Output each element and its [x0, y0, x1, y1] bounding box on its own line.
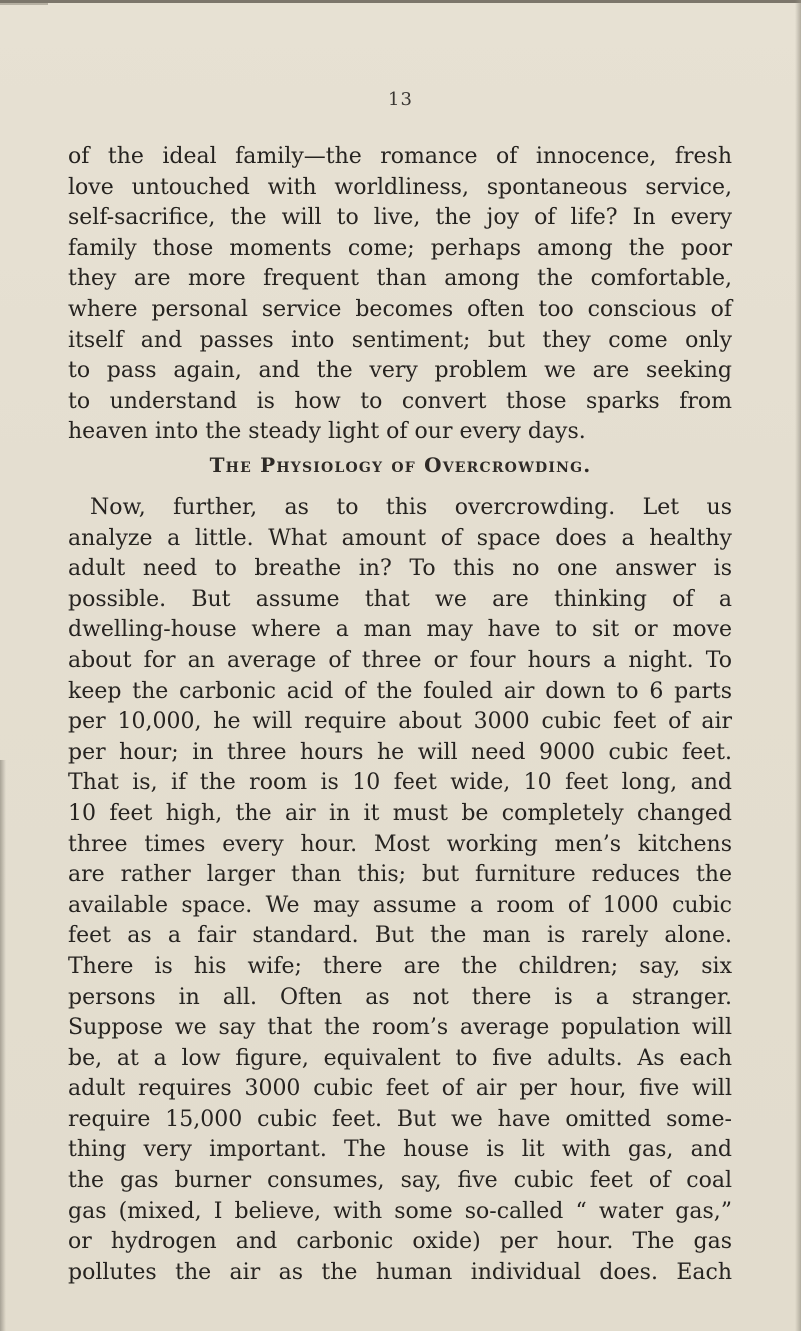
continued-paragraph — [68, 142, 732, 448]
text-line: they are more frequent than among the comfortable, — [68, 266, 732, 292]
right-page-edge — [795, 0, 801, 1331]
text-line: require 15,000 cubic feet. But we have omitted some- — [68, 1106, 732, 1132]
text-line: Now, further, as to this overcrowding. Let us — [90, 495, 732, 520]
text-line: self-sacrifice, the will to live, the joy of life? In every — [68, 205, 732, 231]
top-edge-shadow — [0, 3, 48, 5]
text-line: persons in all. Often as not there is a stranger. — [68, 984, 732, 1010]
text-line: of the ideal family—the romance of innocence, fresh — [68, 144, 732, 169]
text-line: adult need to breathe in? To this no one answer is — [68, 556, 732, 582]
text-line: where personal service becomes often too conscious of — [68, 296, 732, 322]
text-line: love untouched with worldliness, spontaneous service, — [68, 174, 732, 200]
text-line: dwelling-house where a man may have to sit or move — [68, 617, 732, 643]
text-line: available space. We may assume a room of 1000 cubic — [68, 892, 732, 918]
text-line: possible. But assume that we are thinking of a — [68, 586, 732, 612]
text-line: or hydrogen and carbonic oxide) per hour. The gas — [68, 1229, 732, 1255]
top-edge-rule — [0, 0, 801, 3]
text-line: about for an average of three or four hours a night. To — [68, 647, 732, 673]
text-line: pollutes the air as the human individual does. Each — [68, 1259, 732, 1285]
text-line: family those moments come; perhaps among the poor — [68, 235, 732, 261]
text-line: keep the carbonic acid of the fouled air down to 6 parts — [68, 678, 732, 704]
page-number: 13 — [388, 89, 413, 110]
text-line: to pass again, and the very problem we are seeking — [68, 358, 732, 384]
text-line: There is his wife; there are the children; say, six — [68, 953, 732, 979]
left-page-edge — [0, 760, 6, 1331]
main-paragraph — [68, 493, 732, 1288]
text-line: per hour; in three hours he will need 9000 cubic feet. — [68, 739, 732, 765]
section-heading: The Physiology of Overcrowding. — [209, 453, 592, 477]
text-line: thing very important. The house is lit with gas, and — [68, 1137, 732, 1163]
text-line: are rather larger than this; but furniture reduces the — [68, 862, 732, 888]
text-line: three times every hour. Most working men’s kitchens — [68, 831, 732, 857]
text-line: gas (mixed, I believe, with some so-called “ water gas,” — [68, 1198, 732, 1224]
text-line: the gas burner consumes, say, five cubic feet of coal — [68, 1168, 732, 1194]
text-line: feet as a fair standard. But the man is rarely alone. — [68, 923, 732, 949]
text-line: 10 feet high, the air in it must be completely changed — [68, 800, 732, 826]
text-line: heaven into the steady light of our every days. — [68, 419, 586, 445]
text-line: itself and passes into sentiment; but they come only — [68, 327, 732, 353]
text-line: to understand is how to convert those sparks from — [68, 388, 732, 414]
text-line: analyze a little. What amount of space does a healthy — [68, 525, 732, 551]
text-line: per 10,000, he will require about 3000 cubic feet of air — [68, 709, 732, 735]
text-line: That is, if the room is 10 feet wide, 10 feet long, and — [68, 770, 732, 796]
text-line: adult requires 3000 cubic feet of air per hour, five will — [68, 1076, 732, 1102]
text-line: be, at a low figure, equivalent to five adults. As each — [68, 1045, 732, 1071]
text-line: Suppose we say that the room’s average population will — [68, 1015, 732, 1041]
